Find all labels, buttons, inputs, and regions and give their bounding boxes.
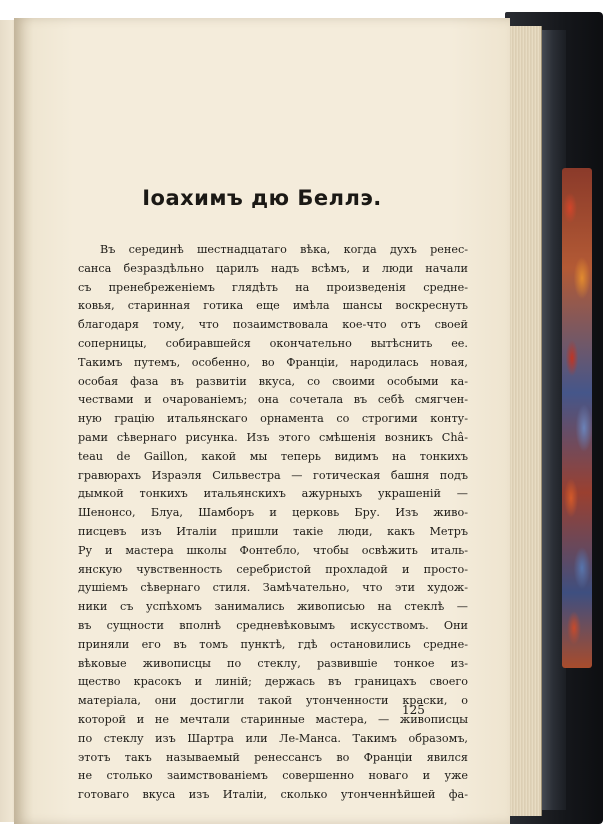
body-text [78,241,468,805]
text-line: дымкой тонкихъ итальянскихъ ажурныхъ украшеній — [78,487,468,501]
chapter-heading: Іоахимъ дю Беллэ. [142,186,382,210]
text-line: ники съ успѣхомъ занимались живописью на стеклѣ — [78,600,468,614]
text-line: вѣковые живописцы по стеклу, развившіе тонкое из- [78,656,468,670]
text-line: teau de Gaillon, какой мы теперь видимъ на тонкихъ [78,449,468,463]
text-line: Въ серединѣ шестнадцатаго вѣка, когда духъ ренес- [100,243,468,256]
text-line: санса безраздѣльно царилъ надъ всѣмъ, и люди начали [78,261,468,275]
text-line: приняли его въ томъ пунктѣ, гдѣ остановились средне- [78,637,468,651]
text-line: ковья, старинная готика еще имѣла шансы воскреснуть [78,299,468,313]
text-line: готоваго вкуса изъ Италіи, сколько утонченнѣйшей фа- [78,788,468,802]
text-line: въ сущности вполнѣ средневѣковымъ искусствомъ. Они [78,618,468,632]
text-line: янскую чувственность серебристой прохладой и просто- [78,562,468,576]
text-line: гравюрахъ Израэля Сильвестра — готическая башня подъ [78,468,468,482]
page-number: 125 [402,703,425,717]
text-line: щество красокъ и линій; держась въ границахъ своего [78,675,468,689]
marbled-endpaper [562,168,592,668]
page-stack-edge [505,26,542,816]
text-line: писцевъ изъ Италіи пришли такіе люди, какъ Метръ [78,524,468,538]
text-line: чествами и очарованіемъ; она сочетала въ себѣ смягчен- [78,393,468,407]
text-line: ную грацію итальянскаго орнамента со строгими конту- [78,412,468,426]
text-line: благодаря тому, что позаимствовала кое-что отъ своей [78,318,468,332]
text-line: рами сѣвернаго рисунка. Изъ этого смѣшенія возникъ Châ- [78,430,468,444]
text-line: этотъ такъ называемый ренессансъ во Франціи явился [78,750,468,764]
text-line: Шенонсо, Блуа, Шамборъ и церковь Бру. Изъ живо- [78,506,468,520]
text-line: которой и не мечтали старинные мастера, — живописцы [78,712,468,726]
text-line: съ пренебреженіемъ глядѣть на произведенія средне- [78,280,468,294]
text-line: соперницы, собиравшейся окончательно вытѣснить ее. [78,336,468,350]
text-line: матеріала, они достигли такой утонченности краски, о [78,694,468,708]
text-line: по стеклу изъ Шартра или Ле-Манса. Такимъ образомъ, [78,731,468,745]
book-page [14,18,510,824]
text-line: Такимъ путемъ, особенно, во Франціи, народилась новая, [78,355,468,369]
text-line: Ру и мастера школы Фонтебло, чтобы освѣжить италь- [78,543,468,557]
text-line: душіемъ сѣвернаго стиля. Замѣчательно, что эти худож- [78,581,468,595]
text-line: особая фаза въ развитіи вкуса, со своими особыми ка- [78,374,468,388]
text-line: не столько заимствованіемъ совершенно новаго и уже [78,769,468,783]
